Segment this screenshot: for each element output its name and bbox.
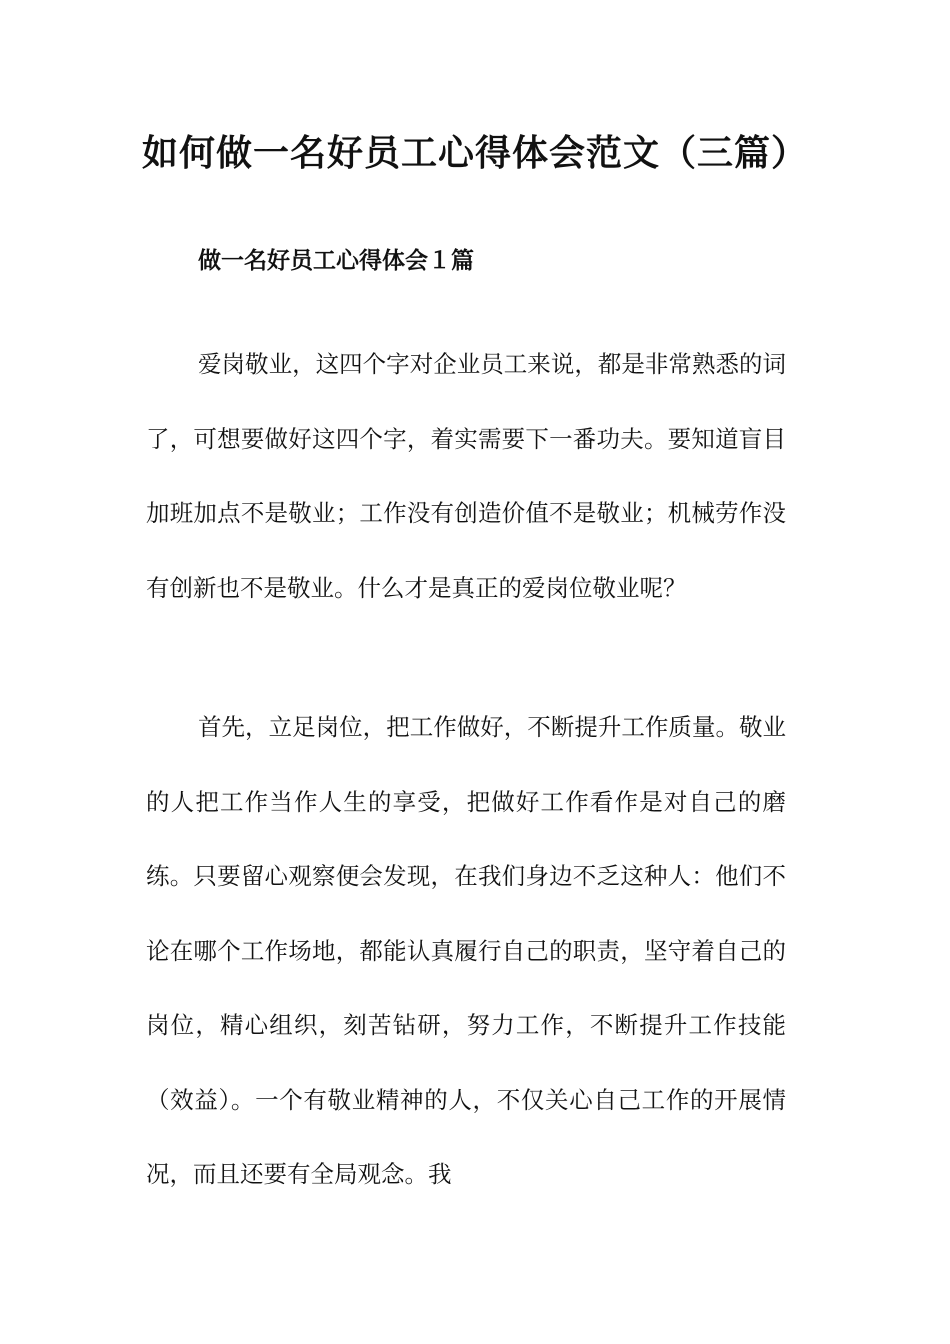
- paragraph-1-text: 爱岗敬业，这四个字对企业员工来说，都是非常熟悉的词了，可想要做好这四个字，着实需要下一番功夫。要知道盲目加班加点不是敬业；工作没有创造价值不是敬业；机械劳作没有创新也不是敬业。什么才是真正的爱岗位敬业呢？: [146, 350, 786, 602]
- paragraph-2: [146, 690, 786, 1212]
- document-title: 如何做一名好员工心得体会范文（三篇）: [141, 132, 808, 174]
- section-heading: 做一名好员工心得体会１篇: [198, 247, 474, 274]
- paragraph-2-text: 首先，立足岗位，把工作做好，不断提升工作质量。敬业的人把工作当作人生的享受，把做好工作看作是对自己的磨练。只要留心观察便会发现，在我们身边不乏这种人：他们不论在哪个工作场地，都能认真履行自己的职责，坚守着自己的岗位，精心组织，刻苦钻研，努力工作，不断提升工作技能（效益）。一个有敬业精神的人，不仅关心自己工作的开展情况，而且还要有全局观念。我: [146, 713, 786, 1188]
- paragraph-1: [146, 327, 786, 625]
